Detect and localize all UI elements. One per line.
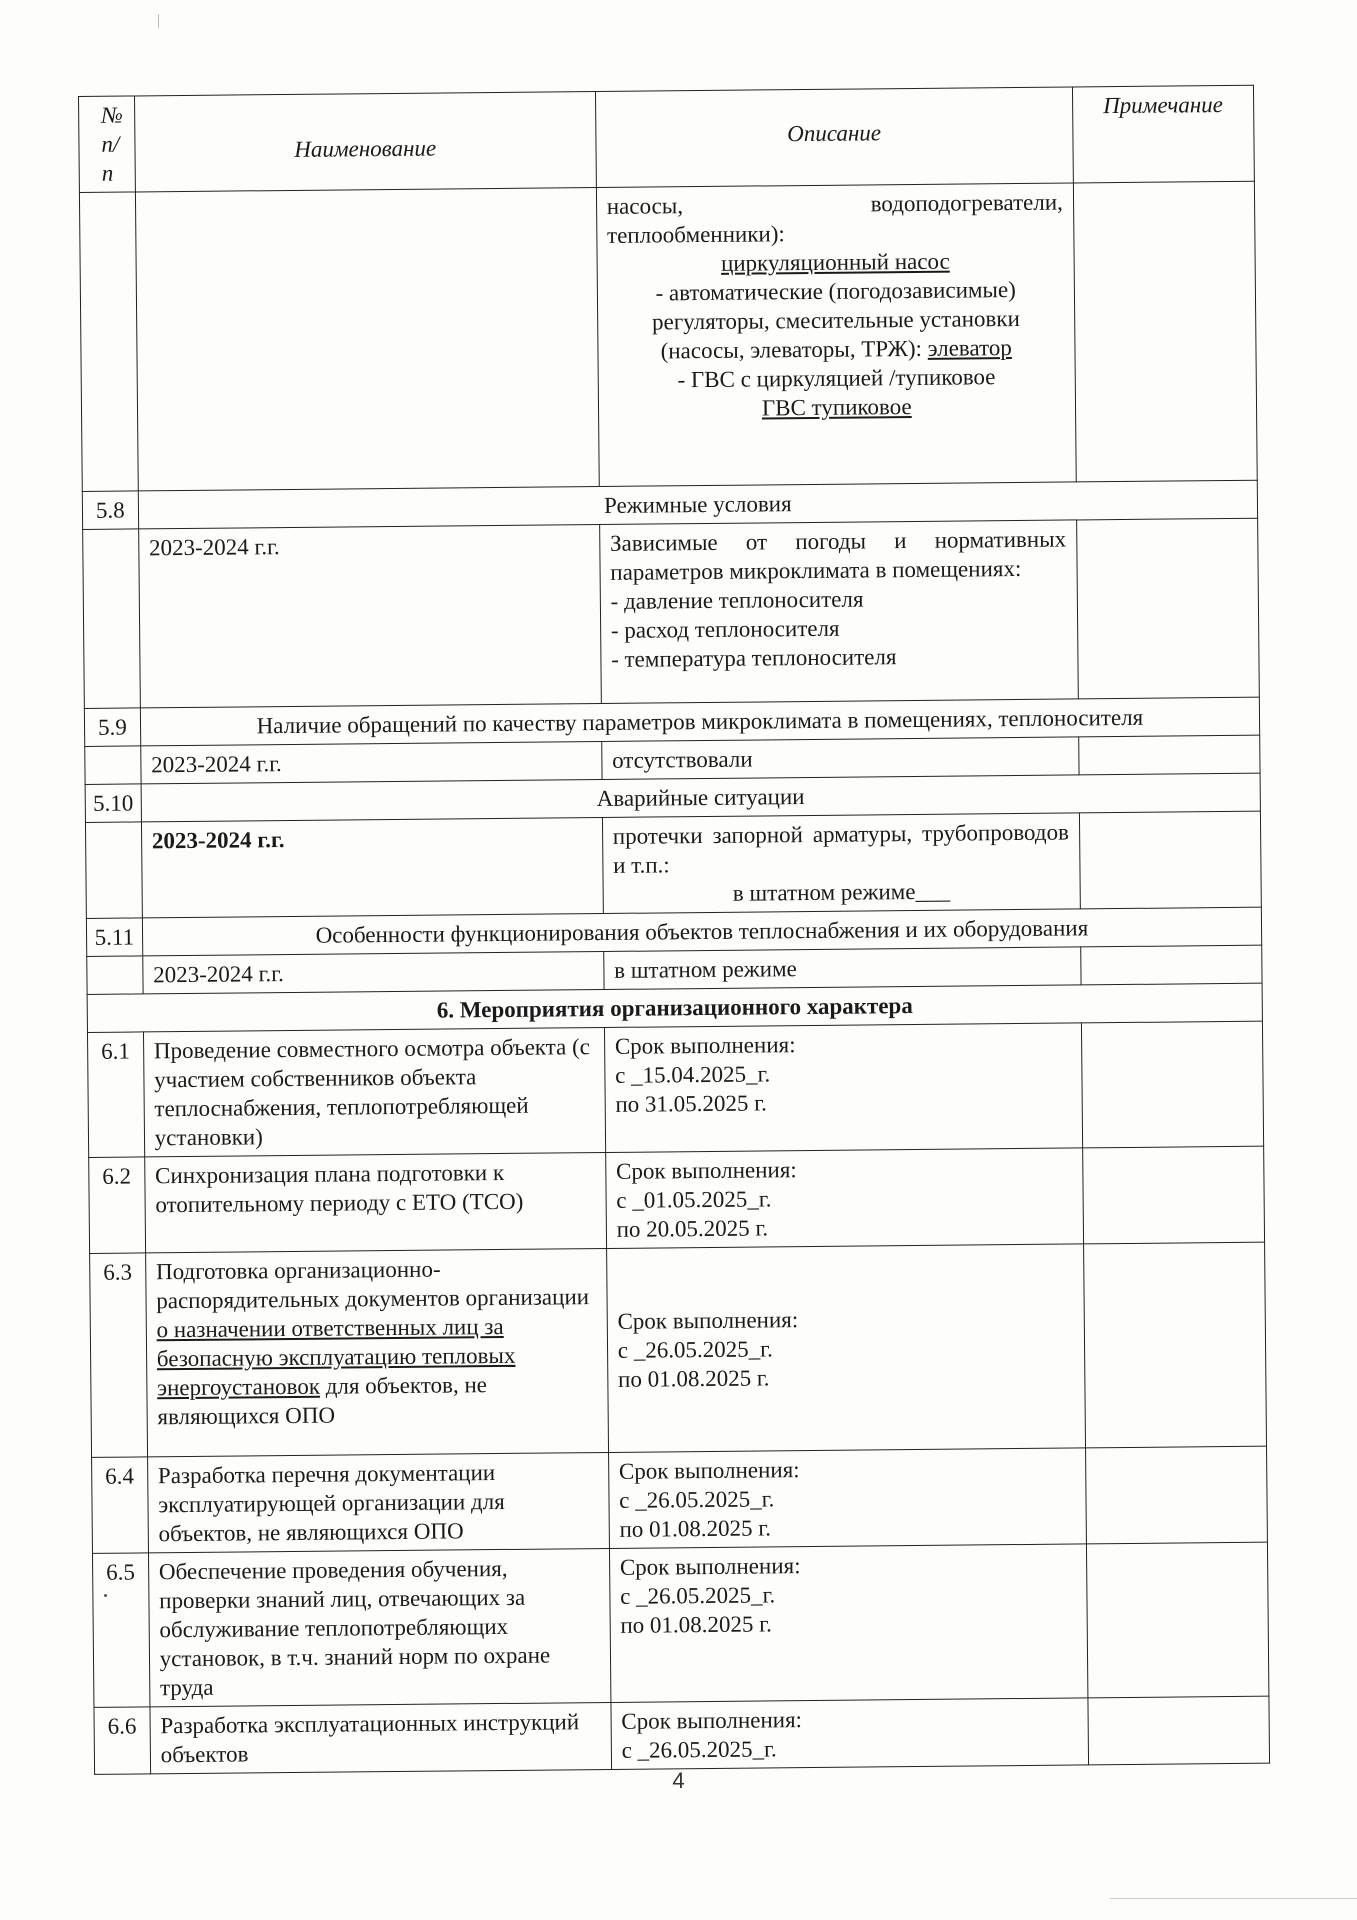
table-row <box>92 1542 1268 1707</box>
desc-6-4 <box>608 1448 1086 1549</box>
num-5-11: 5.11 <box>86 918 142 957</box>
cont-line5: - ГВС с циркуляцией /тупиковое <box>677 364 996 393</box>
desc-6-5-label: Срок выполнения: <box>619 1553 801 1580</box>
num-6-2: 6.2 <box>89 1157 146 1254</box>
table-row <box>85 811 1261 918</box>
cont-desc-cell <box>596 183 1076 487</box>
desc-6-1 <box>604 1023 1082 1153</box>
section-6-title: 6. Мероприятия организационного характера <box>87 983 1262 1032</box>
num-6-4: 6.4 <box>92 1457 149 1554</box>
desc-6-4-to: по 01.08.2025 г. <box>619 1515 772 1542</box>
desc-6-5-from: с _26.05.2025_г. <box>620 1582 776 1609</box>
name-6-3-b: для объектов, не являющихся ОПО <box>157 1372 488 1430</box>
desc-5-11: в штатном режиме <box>603 947 1080 990</box>
desc-5-10 <box>602 813 1080 914</box>
desc-5-10-line1: протечки запорной арматуры, трубопроводов и т.п.: <box>612 819 1070 878</box>
note-6-2 <box>1082 1146 1264 1244</box>
cont-line2: теплообменники): <box>606 221 785 248</box>
table-header-row <box>79 85 1255 192</box>
table-row <box>87 1021 1263 1157</box>
title-5-10: Аварийные ситуации <box>141 773 1261 822</box>
name-6-2: Синхронизация плана подготовки к отопительному периоду с ЕТО (ТСО) <box>144 1152 606 1252</box>
desc-6-1-to: по 31.05.2025 г. <box>615 1090 767 1117</box>
plan-table <box>78 85 1270 1775</box>
desc-6-6-label: Срок выполнения: <box>621 1707 803 1734</box>
title-5-9: Наличие обращений по качеству параметров микроклимата в помещениях, теплоносителя <box>140 697 1260 746</box>
scan-line <box>1110 1898 1357 1899</box>
table-row <box>92 1446 1268 1553</box>
empty-num-cell <box>87 956 143 995</box>
cont-line1: насосы, водоподогреватели, <box>606 189 1063 219</box>
desc-6-2 <box>605 1148 1083 1249</box>
desc-6-2-to: по 20.05.2025 г. <box>616 1215 769 1242</box>
desc-5-8 <box>599 520 1078 704</box>
desc-5-8-item-1: - давление теплоносителя <box>610 586 864 614</box>
period-5-11: 2023-2024 г.г. <box>142 951 603 993</box>
period-5-8: 2023-2024 г.г. <box>138 525 601 708</box>
table-row <box>89 1146 1265 1253</box>
note-6-6 <box>1088 1696 1270 1765</box>
cont-line6: ГВС тупиковое <box>761 394 912 421</box>
desc-6-5 <box>609 1544 1088 1703</box>
desc-6-3-from: с _26.05.2025_г. <box>617 1336 773 1363</box>
table-row <box>79 181 1257 491</box>
desc-6-5-to: по 01.08.2025 г. <box>620 1611 772 1638</box>
page-number: 4 <box>672 1768 685 1793</box>
desc-6-4-from: с _26.05.2025_г. <box>619 1486 775 1513</box>
note-6-1 <box>1081 1021 1263 1148</box>
num-5-9: 5.9 <box>84 708 140 747</box>
desc-5-9: отсутствовали <box>601 737 1078 780</box>
title-5-8: Режимные условия <box>138 480 1258 529</box>
note-5-8 <box>1076 518 1259 699</box>
name-6-4: Разработка перечня документации эксплуатирующей организации для объектов, не являющихся ОПО <box>147 1452 609 1552</box>
desc-6-3 <box>606 1244 1085 1453</box>
table-row <box>83 518 1260 708</box>
cont-line4-underlined: элеватор <box>927 335 1012 361</box>
num-6-3: 6.3 <box>90 1253 148 1458</box>
table-row <box>94 1696 1270 1774</box>
desc-6-6-from: с _26.05.2025_г. <box>621 1736 777 1763</box>
name-6-5: Обеспечение проведения обучения, проверки знаний лиц, отвечающих за обслуживание теплопотребляющих установок, в т.ч. знаний норм по охране труда <box>148 1548 610 1706</box>
desc-6-1-label: Срок выполнения: <box>614 1032 796 1059</box>
note-5-11 <box>1080 945 1262 985</box>
scan-mark <box>158 14 159 28</box>
period-5-10: 2023-2024 г.г. <box>141 818 603 918</box>
desc-6-1-from: с _15.04.2025_г. <box>615 1061 771 1088</box>
empty-num-cell <box>85 746 141 785</box>
desc-6-6 <box>611 1698 1089 1770</box>
header-desc: Описание <box>595 87 1073 188</box>
header-name: Наименование <box>134 92 596 192</box>
period-5-9: 2023-2024 г.г. <box>140 742 601 784</box>
name-6-1: Проведение совместного осмотра объекта (с участием собственников объекта теплоснабжения, теплопотребляющей установки) <box>143 1027 605 1156</box>
num-5-10: 5.10 <box>85 784 141 823</box>
table-wrapper <box>78 85 1270 1775</box>
name-6-3-underlined: о назначении ответственных лиц за безопасную эксплуатацию тепловых энергоустановок <box>156 1313 516 1401</box>
note-5-9 <box>1078 735 1260 775</box>
num-6-5: 6.5 <box>92 1553 149 1708</box>
header-num: № п/п <box>79 96 136 193</box>
name-6-6: Разработка эксплуатационных инструкций объектов <box>150 1702 612 1773</box>
desc-6-4-label: Срок выполнения: <box>618 1457 800 1484</box>
table-row <box>90 1242 1267 1457</box>
desc-5-8-item-2: - расход теплоносителя <box>610 615 840 643</box>
num-6-6: 6.6 <box>94 1707 150 1775</box>
header-note: Примечание <box>1072 85 1254 183</box>
num-6-1: 6.1 <box>87 1032 144 1158</box>
note-6-3 <box>1083 1242 1266 1448</box>
cont-note-cell <box>1073 181 1257 482</box>
desc-6-2-from: с _01.05.2025_г. <box>616 1186 772 1213</box>
desc-6-3-to: по 01.08.2025 г. <box>617 1365 770 1392</box>
desc-6-3-label: Срок выполнения: <box>617 1307 799 1334</box>
cont-name-cell <box>135 188 599 491</box>
empty-num-cell <box>83 529 140 709</box>
note-5-10 <box>1079 811 1261 909</box>
note-6-5 <box>1086 1542 1269 1698</box>
cont-line3: циркуляционный насос <box>720 248 950 276</box>
title-5-11: Особенности функционирования объектов теплоснабжения и их оборудования <box>142 907 1262 956</box>
cont-line4 <box>607 275 1064 366</box>
desc-5-8-item-3: - температура теплоносителя <box>611 644 897 672</box>
desc-5-10-line2: в штатном режиме___ <box>732 878 951 906</box>
note-6-4 <box>1085 1446 1267 1544</box>
name-6-3 <box>145 1248 608 1456</box>
desc-6-2-label: Срок выполнения: <box>615 1157 797 1184</box>
cont-line4-text: - автоматические (погодозависимые) регуляторы, смесительные установки (насосы, элеваторы, ТРЖ): <box>651 277 1020 364</box>
empty-num-cell <box>85 822 142 919</box>
num-5-8: 5.8 <box>82 491 138 530</box>
name-6-3-a: Подготовка организационно-распорядительных документов организации <box>155 1256 590 1314</box>
cont-num-cell <box>79 192 138 492</box>
desc-5-8-intro: Зависимые от погоды и нормативных параметров микроклимата в помещениях: <box>609 526 1067 585</box>
